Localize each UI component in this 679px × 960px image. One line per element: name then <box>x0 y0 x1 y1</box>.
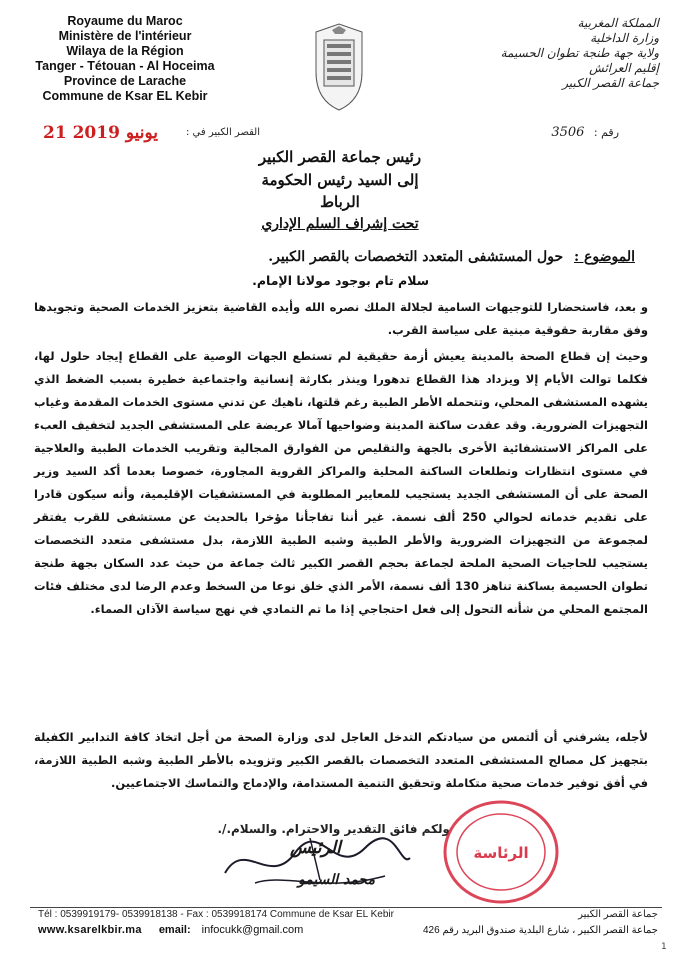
header-ar-line: وزارة الداخلية <box>590 31 659 45</box>
supervision-line: تحت إشراف السلم الإداري <box>261 216 419 232</box>
email-link[interactable]: infocukk@gmail.com <box>201 924 304 936</box>
closing-formula: ولكم فائق التقدير والاحترام. والسلام./. <box>217 822 450 836</box>
footer-commune-ar: جماعة القصر الكبير <box>578 909 658 920</box>
body-paragraph: وحيث إن قطاع الصحة بالمدينة يعيش أزمة حقيقية لم تستطع الجهات الوصية على القطاع إيجاد حلول لها، فكلما توالت الأيام إلا ويزداد هذا القطاع تدهورا وينذر بكارثة إنسانية واجتماعية خطيرة بسبب الضغط الذي يشهده المستشفى المحلي، وتتحمله الأطر الطبية رغم قلتها، ناهيك عن تدني مستوى الخدمات المقدمة وغياب التجهيزات الضرورية. وقد عقدت ساكنة المدينة وضواحيها آمالا عريضة على المستشفى الجديد لتخفيف العبء على المراكز الاستشفائية الأخرى بالجهة والتقليص من الفوارق المجالية وتقريب الخدمات الطبية والعلاجية في مستوى انتظارات وتطلعات الساكنة المحلية والمراكز القروية المجاورة، خصوصا بعدما أكد السيد وزير الصحة على أن المستشفى الجديد يستجيب للمعايير المطلوبة في المستشفيات الإقليمية، وأنه سيكون قادرا على تقديم خدماته لحوالي 250 ألف نسمة. غير أننا تفاجأنا مؤخرا بالحديث عن مستشفى للقرب يفتقر لمجموعة من التجهيزات الضرورية والأطر الطبية وشبه الطبية اللازمة، بدل مستشفى متعدد التخصصات يستجيب للحاجيات الصحية الملحة لجماعة بحجم القصر الكبير ثالث جماعة من حيث عدد السكان بجهة طنجة تطوان الحسيمة بساكنة تناهز 130 ألف نسمة، الأمر الذي خلق نوعا من السخط وعدم الرضا لدى مختلف فئات المجتمع المحلي من شأنه التحول إلى فعل احتجاجي إذا ما تم التمادي في نهج سياسة الآذان الصماء. <box>33 349 648 616</box>
header-fr-line: Commune de Ksar EL Kebir <box>42 89 208 103</box>
body-paragraph: و بعد، فاستحضارا للتوجيهات السامية لجلالة الملك نصره الله وأيده القاضية بتعزيز الخدمات الصحية وتجويدها وفق مقاربة حقوقية مبنية على سياسة القرب. <box>34 300 648 337</box>
coat-of-arms-icon <box>310 22 368 112</box>
page-number: 1 <box>661 942 667 952</box>
header-fr-line: Royaume du Maroc <box>67 14 183 28</box>
header-fr-line: Ministère de l'intérieur <box>58 29 192 43</box>
email-label: email: <box>158 924 191 936</box>
date-label: القصر الكبير في : <box>186 127 260 138</box>
website-link[interactable]: www.ksarelkbir.ma <box>38 924 142 936</box>
footer-web <box>38 924 658 936</box>
subject-label: الموضوع : <box>574 249 635 265</box>
recipient: إلى السيد رئيس الحكومة <box>261 171 419 189</box>
signatory-name: محمد السيمو <box>298 872 376 888</box>
stamp-label: الرئاسة <box>473 844 529 862</box>
footer-divider <box>30 907 662 908</box>
sender: رئيس جماعة القصر الكبير <box>258 148 422 166</box>
header-ar-line: ولاية جهة طنجة تطوان الحسيمة <box>500 46 659 60</box>
header-arabic <box>489 16 659 91</box>
date-stamp: 21 يونيو 2019 <box>43 123 158 143</box>
reference-number: 3506 <box>551 125 585 140</box>
header-fr-line: Tanger - Tétouan - Al Hoceima <box>35 59 215 73</box>
signatory-title: الرئيس <box>290 838 341 858</box>
footer-address-ar: جماعة القصر الكبير ، شارع البلدية صندوق البريد رقم 426 <box>422 925 658 936</box>
body-paragraph: لأجله، يشرفني أن ألتمس من سيادتكم التدخل العاجل لدى وزارة الصحة من أجل اتخاذ كافة التدابير الكفيلة بتجهيز كل مصالح المستشفى المتعدد التخصصات بالقصر الكبير وتزويده بالأطر الطبية وشبه الطبية اللازمة، في أفق توفير خدمات صحية متكاملة وتحقيق التنمية المستدامة، والإدماج والتماسك الاجتماعيين. <box>34 730 648 790</box>
header-french <box>30 14 220 104</box>
subject-line <box>95 247 635 267</box>
header-fr-line: Province de Larache <box>63 74 187 88</box>
greeting: سلام تام بوجود مولانا الإمام. <box>252 273 429 288</box>
footer-phone-fax: Tél : 0539919179- 0539918138 - Fax : 0539918174 Commune de Ksar EL Kebir <box>38 909 394 920</box>
footer-contact <box>38 909 658 920</box>
header-ar-line: المملكة المغربية <box>577 16 659 30</box>
header-fr-line: Wilaya de la Région <box>66 44 184 58</box>
date-block <box>35 123 260 145</box>
header-ar-line: إقليم العرائش <box>589 61 659 75</box>
header-ar-line: جماعة القصر الكبير <box>562 76 659 90</box>
recipient-city: الرباط <box>320 193 360 211</box>
reference-label: رقم : <box>593 126 619 139</box>
reference-block <box>551 125 619 140</box>
subject-text: حول المستشفى المتعدد التخصصات بالقصر الكبير. <box>268 249 564 265</box>
official-stamp <box>440 796 562 908</box>
